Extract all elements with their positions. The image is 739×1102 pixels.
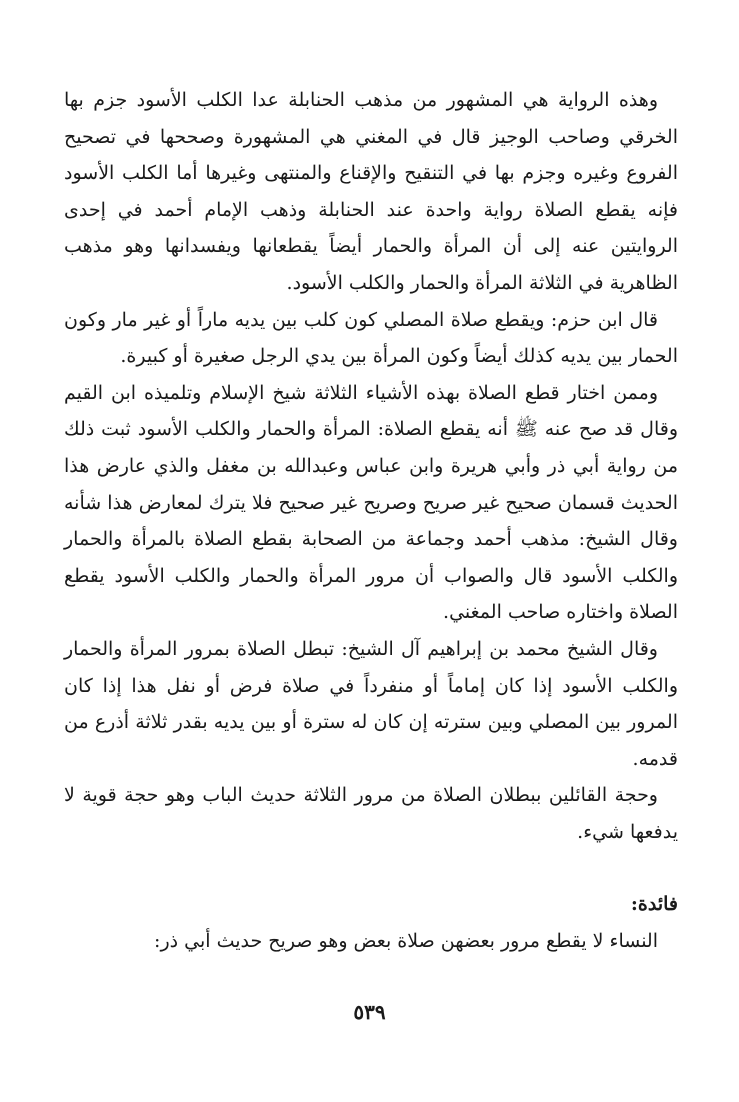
page-number: ٥٣٩ (353, 1000, 386, 1024)
section-spacer (64, 850, 678, 886)
paragraph-ibn-hazm: قال ابن حزم: ويقطع صلاة المصلي كون كلب بين يديه ماراً أو غير مار وكون الحمار بين يديه كذلك أيضاً وكون المرأة بين يدي الرجل صغيرة أو كبيرة. (64, 308, 678, 368)
paragraph-shaykh-al-islam: وممن اختار قطع الصلاة بهذه الأشياء الثلاثة شيخ الإسلام وتلميذه ابن القيم وقال قد صح عنه ﷺ أنه يقطع الصلاة: المرأة والحمار والكلب الأسود ثبت ذلك من رواية أبي ذر وأبي هريرة وابن عباس وعبدالله بن مغفل والذي عارض هذا الحديث قسمان صحيح غير صريح وصريح غير صحيح فلا يترك لمعارض هذا شأنه وقال الشيخ: مذهب أحمد وجماعة من الصحابة بقطع الصلاة بالمرأة والحمار والكلب الأسود قال والصواب أن مرور المرأة والحمار والكلب الأسود يقطع الصلاة واختاره صاحب المغني. (64, 381, 678, 624)
faida-text: النساء لا يقطع مرور بعضهن صلاة بعض وهو صريح حديث أبي ذر: (154, 930, 658, 953)
faida-heading: فائدة: (630, 893, 678, 916)
paragraph-shaykh-muhammad: وقال الشيخ محمد بن إبراهيم آل الشيخ: تبطل الصلاة بمرور المرأة والحمار والكلب الأسود إذا كان إماماً أو منفرداً في صلاة فرض أو نفل هذا إذا كان المرور بين المصلي وبين سترته إن كان له سترة أو بين يديه بقدر ثلاثة أذرع من قدمه. (64, 637, 678, 770)
page-body (64, 82, 678, 960)
paragraph-hanbali-view: وهذه الرواية هي المشهور من مذهب الحنابلة عدا الكلب الأسود جزم بها الخرقي وصاحب الوجيز قال في المغني هي المشهورة وصححها في تصحيح الفروع وغيره وجزم بها في التنقيح والإقناع والمنتهى وغيرها أما الكلب الأسود فإنه يقطع الصلاة رواية واحدة عند الحنابلة وذهب الإمام أحمد في إحدى الروايتين عنه إلى أن المرأة والحمار أيضاً يقطعانها ويفسدانها وهو مذهب الظاهرية في الثلاثة المرأة والحمار والكلب الأسود. (64, 89, 678, 294)
paragraph-evidence: وحجة القائلين ببطلان الصلاة من مرور الثلاثة حديث الباب وهو حجة قوية لا يدفعها شيء. (64, 784, 678, 843)
